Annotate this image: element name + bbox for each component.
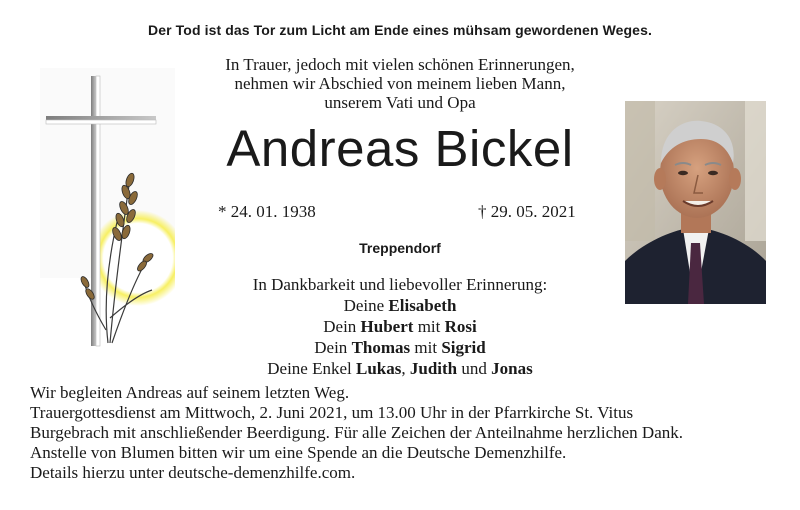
mourner-name: Elisabeth bbox=[388, 296, 457, 315]
mourner-prefix: Dein bbox=[314, 338, 352, 357]
mourner-connector: , bbox=[401, 359, 410, 378]
mourner-name: Rosi bbox=[444, 317, 477, 336]
footer-line: Trauergottesdienst am Mittwoch, 2. Juni 2021, um 13.00 Uhr in der Pfarrkirche St. Vitus bbox=[30, 403, 634, 422]
portrait-photo bbox=[625, 101, 766, 304]
mourner-name: Judith bbox=[409, 359, 458, 378]
mourner-connector: mit bbox=[410, 338, 442, 357]
mourner-name: Thomas bbox=[351, 338, 411, 357]
birth-date: * 24. 01. 1938 bbox=[218, 202, 316, 221]
motto: Der Tod ist das Tor zum Licht am Ende eines mühsam gewordenen Weges. bbox=[148, 22, 652, 38]
mourner-prefix: Deine Enkel bbox=[267, 359, 357, 378]
hometown: Treppendorf bbox=[359, 240, 441, 256]
cross-with-wheat-icon bbox=[40, 68, 175, 353]
mourner-name: Sigrid bbox=[441, 338, 486, 357]
footer-line: Wir begleiten Andreas auf seinem letzten Weg. bbox=[30, 383, 350, 402]
service-details bbox=[30, 383, 790, 483]
mourner-line bbox=[170, 358, 630, 379]
footer-line: Anstelle von Blumen bitten wir um eine Spende an die Deutsche Demenzhilfe. bbox=[30, 443, 567, 462]
mourner-name: Hubert bbox=[360, 317, 414, 336]
mourner-prefix: Deine bbox=[343, 296, 389, 315]
intro-line: unserem Vati und Opa bbox=[324, 93, 476, 112]
intro-line: nehmen wir Abschied von meinem lieben Mann, bbox=[234, 74, 566, 93]
mourner-prefix: Dein bbox=[323, 317, 361, 336]
mourner-connector: mit bbox=[413, 317, 445, 336]
mourners-intro: In Dankbarkeit und liebevoller Erinnerung: bbox=[252, 275, 548, 294]
mourner-line bbox=[170, 316, 630, 337]
intro-line: In Trauer, jedoch mit vielen schönen Erinnerungen, bbox=[225, 55, 575, 74]
intro-text bbox=[170, 55, 630, 112]
mourners-block bbox=[170, 274, 630, 379]
footer-line: Details hierzu unter deutsche-demenzhilfe.com. bbox=[30, 463, 356, 482]
mourner-name: Lukas bbox=[356, 359, 402, 378]
mourner-connector: und bbox=[457, 359, 492, 378]
mourner-line bbox=[170, 337, 630, 358]
mourner-line bbox=[170, 295, 630, 316]
mourner-name: Jonas bbox=[491, 359, 533, 378]
footer-line: Burgebrach mit anschließender Beerdigung. Für alle Zeichen der Anteilnahme herzlichen Dank. bbox=[30, 423, 684, 442]
death-date: † 29. 05. 2021 bbox=[478, 202, 576, 221]
deceased-name: Andreas Bickel bbox=[226, 120, 574, 177]
